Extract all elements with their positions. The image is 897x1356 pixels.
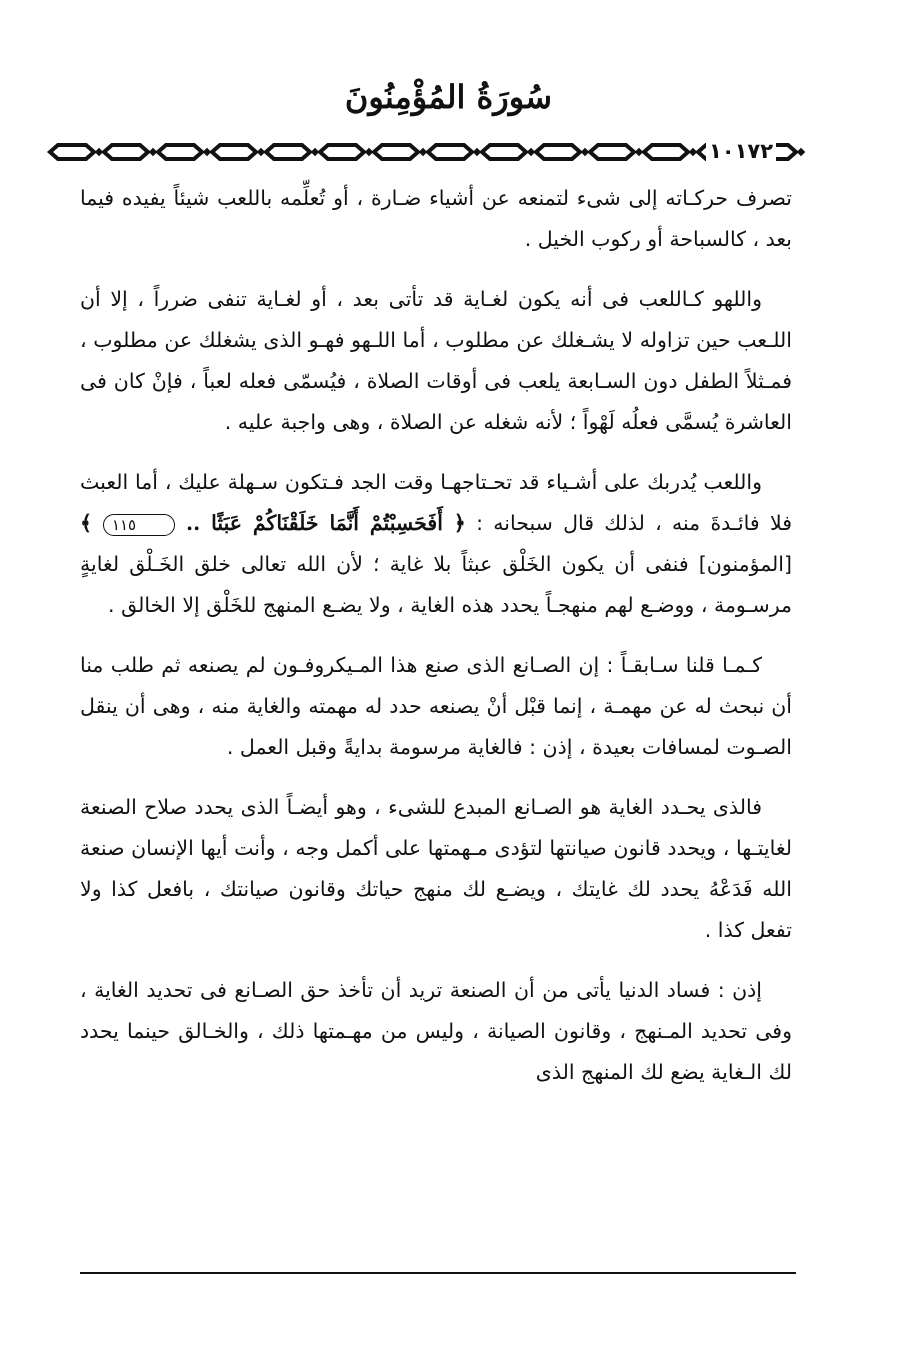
paragraph: واللهو كـاللعب فى أنه يكون لغـاية قد تأتى بعد ، أو لغـاية تنفى ضرراً ، إلا أن اللـعب حين تزاوله لا يشـغلك عن مطلوب ، أما اللـهو فهـو الذى يشغلك عن مطلوب ، فمـثلاً الطفل دون السـابعة يلعب فى أوقات الصلاة ، فيُسمّى فعله لعباً ، فإنْ كان فى العاشرة يُسمَّى فعلُه لَهْواً ؛ لأنه شغله عن الصلاة ، وهى واجبة عليه .: [80, 287, 792, 434]
footer-rule: [80, 1272, 796, 1274]
chain-diamond: [95, 148, 103, 156]
verse-number: ١١٥: [103, 514, 175, 536]
chain-diamond: [311, 148, 319, 156]
quran-verse: ﴿ أَفَحَسِبْتُمْ أَنَّمَا خَلَقْنَاكُمْ عَبَثًا ..: [175, 511, 466, 535]
paragraph-text: واللعب يُدربك على أشـياء قد تحـتاجهـا وقت الجد فـتكون سـهلة عليك ، أما العبث فلا فائـدةَ منه ، لذلك قال سبحانه :: [80, 470, 793, 535]
chain-link: [374, 145, 418, 159]
paragraph: فالذى يحـدد الغاية هو الصـانع المبدع للشىء ، وهو أيضـاً الذى يحدد صلاح الصنعة لغايتـها ، ويحدد قانون صيانتها لتؤدى مـهمتها على أكمل وجه ، وأنت أيها الإنسان صنعة الله فَدَعْهُ يحدد لك غايتك ، ويضـع لك منهج حياتك وقانون صيانتك ، بافعل كذا ولا تفعل كذا .: [80, 795, 792, 942]
chain-link: [50, 145, 94, 159]
chain-diamond: [635, 148, 643, 156]
chain-diamond: [797, 148, 805, 156]
chain-diamond: [473, 148, 481, 156]
chain-diamond: [581, 148, 589, 156]
chain-link: [590, 145, 634, 159]
chain-diamond: [365, 148, 373, 156]
chain-diamond: [527, 148, 535, 156]
chain-diamond: [419, 148, 427, 156]
chain-diamond: [149, 148, 157, 156]
chain-link: [644, 145, 688, 159]
paragraph: كـمـا قلنا سـابقـاً : إن الصـانع الذى صنع هذا المـيكروفـون لم يصنعه ثم طلب منا أن نبحث له عن مهمـة ، إنما قبْل أنْ يصنعه حدد له مهمته والغاية منه ، وهى أن ينقل الصـوت لمسافات بعيدة ، إذن : فالغاية مرسومة بدايةً وقبل العمل .: [80, 653, 792, 759]
chain-link: [158, 145, 202, 159]
page-number: ١٠١٧٢: [706, 139, 776, 163]
paragraph: [80, 462, 792, 626]
surah-title: سُورَةُ المُؤْمِنُونَ: [344, 78, 553, 116]
chain-link: [104, 145, 148, 159]
chain-diamond: [203, 148, 211, 156]
chain-link: [482, 145, 526, 159]
chain-link: [536, 145, 580, 159]
chain-link: [266, 145, 310, 159]
chain-link: [212, 145, 256, 159]
chain-diamond: [689, 148, 697, 156]
body-text: [80, 178, 792, 1112]
chain-link: [428, 145, 472, 159]
paragraph-text: فنفى أن يكون الخَلْق عبثاً بلا غاية ؛ لأن الله تعالى خلق الخَـلْق لغايةٍ مرسـومة ، ووضـع لهم منهجـاً يحدد هذه الغاية ، ولا يضـع المنهج للخَلْق إلا الخالق .: [80, 552, 792, 617]
chain-link: [320, 145, 364, 159]
paragraph: تصرف حركـاته إلى شىء لتمنعه عن أشياء ضـارة ، أو تُعلِّمه باللعب شيئاً يفيده فيما بعد ، كالسباحة أو ركوب الخيل .: [80, 186, 792, 251]
chain-diamond: [257, 148, 265, 156]
surah-reference: [المؤمنون]: [698, 552, 792, 576]
paragraph: إذن : فساد الدنيا يأتى من أن الصنعة تريد أن تأخذ حق الصـانع فى تحديد الغاية ، وفى تحديد المـنهج ، وقانون الصيانة ، وليس من مهـمتها ذلك ، والخـالق حينما يحدد لك الـغاية يضع لك المنهج الذى: [80, 978, 792, 1084]
quran-close-bracket: ﴾: [80, 511, 103, 535]
